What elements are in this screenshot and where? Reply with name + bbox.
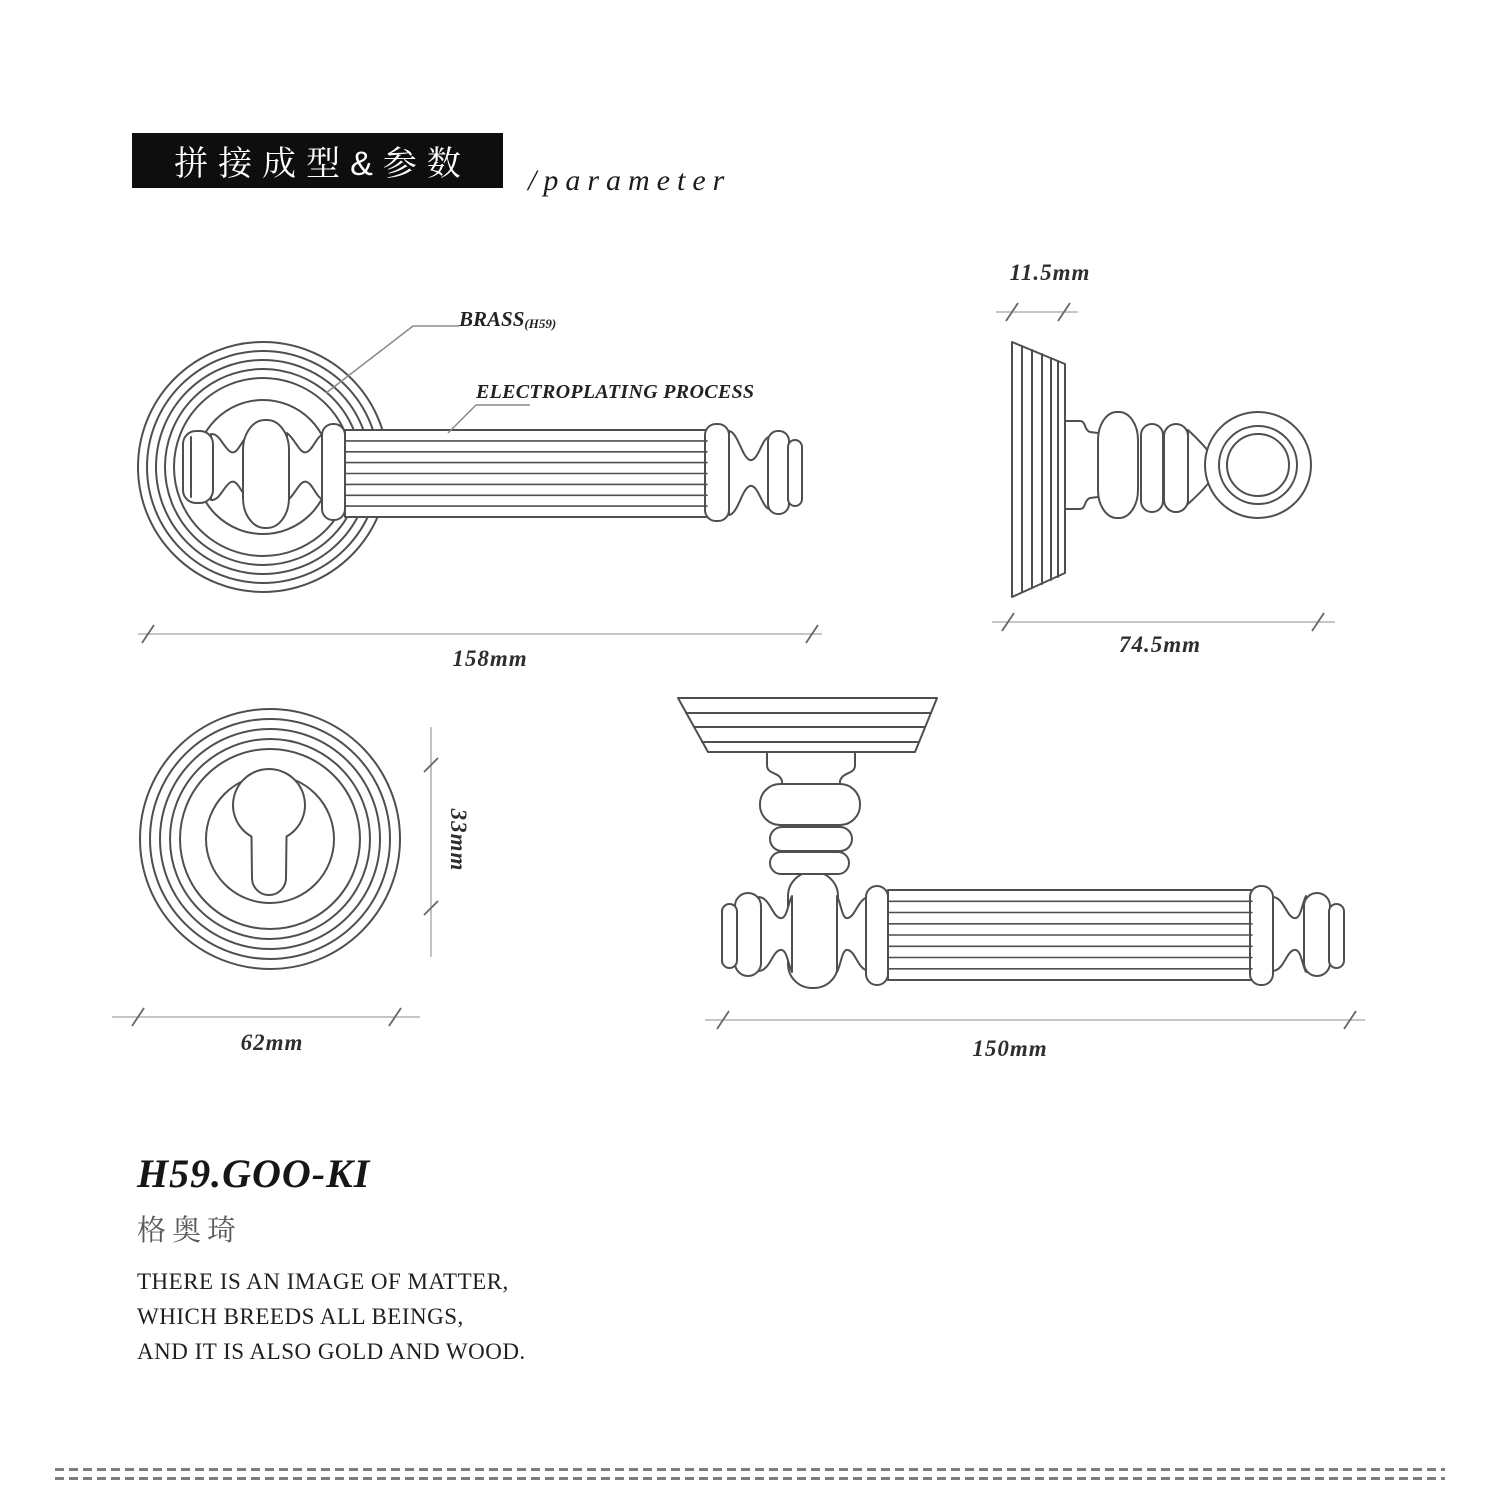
lever-end-face <box>1205 412 1311 518</box>
dim-top-length: 150mm <box>972 1036 1048 1061</box>
material-name: BRASS <box>459 307 525 331</box>
rosette-profile <box>1012 342 1065 597</box>
dimension-11-5 <box>996 303 1078 321</box>
section-title-cn: 拼接成型&参数 <box>174 145 471 183</box>
dimension-33 <box>424 727 438 957</box>
section-title-banner <box>132 133 503 188</box>
side-view-drawing <box>980 240 1340 660</box>
dimension-62 <box>112 1008 420 1026</box>
neck-top-view <box>760 784 860 988</box>
product-tagline <box>137 1264 526 1369</box>
neck-profile <box>1065 412 1213 518</box>
section-title-en: /parameter <box>528 164 732 197</box>
product-name-cn: 格奥琦 <box>137 1215 243 1247</box>
dim-escutcheon-diameter: 62mm <box>240 1030 304 1055</box>
dim-side-thickness: 11.5mm <box>1009 260 1091 285</box>
dimension-74-5 <box>992 613 1335 631</box>
dim-front-length: 158mm <box>452 646 528 671</box>
product-model: H59.GOO-KI <box>137 1151 371 1196</box>
material-label <box>459 307 556 332</box>
tagline-line-1: THERE IS AN IMAGE OF MATTER, <box>137 1269 509 1294</box>
footer-dashed-rule-bottom <box>55 1477 1445 1480</box>
dim-keyhole-height: 33mm <box>446 808 471 872</box>
rosette-top-view <box>678 698 937 785</box>
process-label: ELECTROPLATING PROCESS <box>476 381 755 403</box>
front-view-drawing <box>120 320 820 680</box>
dimension-158 <box>138 625 822 643</box>
footer-dashed-rule-top <box>55 1468 1445 1471</box>
keyhole <box>233 769 305 895</box>
tagline-line-2: WHICH BREEDS ALL BEINGS, <box>137 1304 464 1329</box>
dimension-150 <box>705 1011 1365 1029</box>
top-view-drawing <box>660 680 1420 1080</box>
dim-side-depth: 74.5mm <box>1118 632 1202 657</box>
material-grade: (H59) <box>524 316 557 331</box>
tagline-line-3: AND IT IS ALSO GOLD AND WOOD. <box>137 1339 526 1364</box>
escutcheon-view-drawing <box>100 680 500 1080</box>
